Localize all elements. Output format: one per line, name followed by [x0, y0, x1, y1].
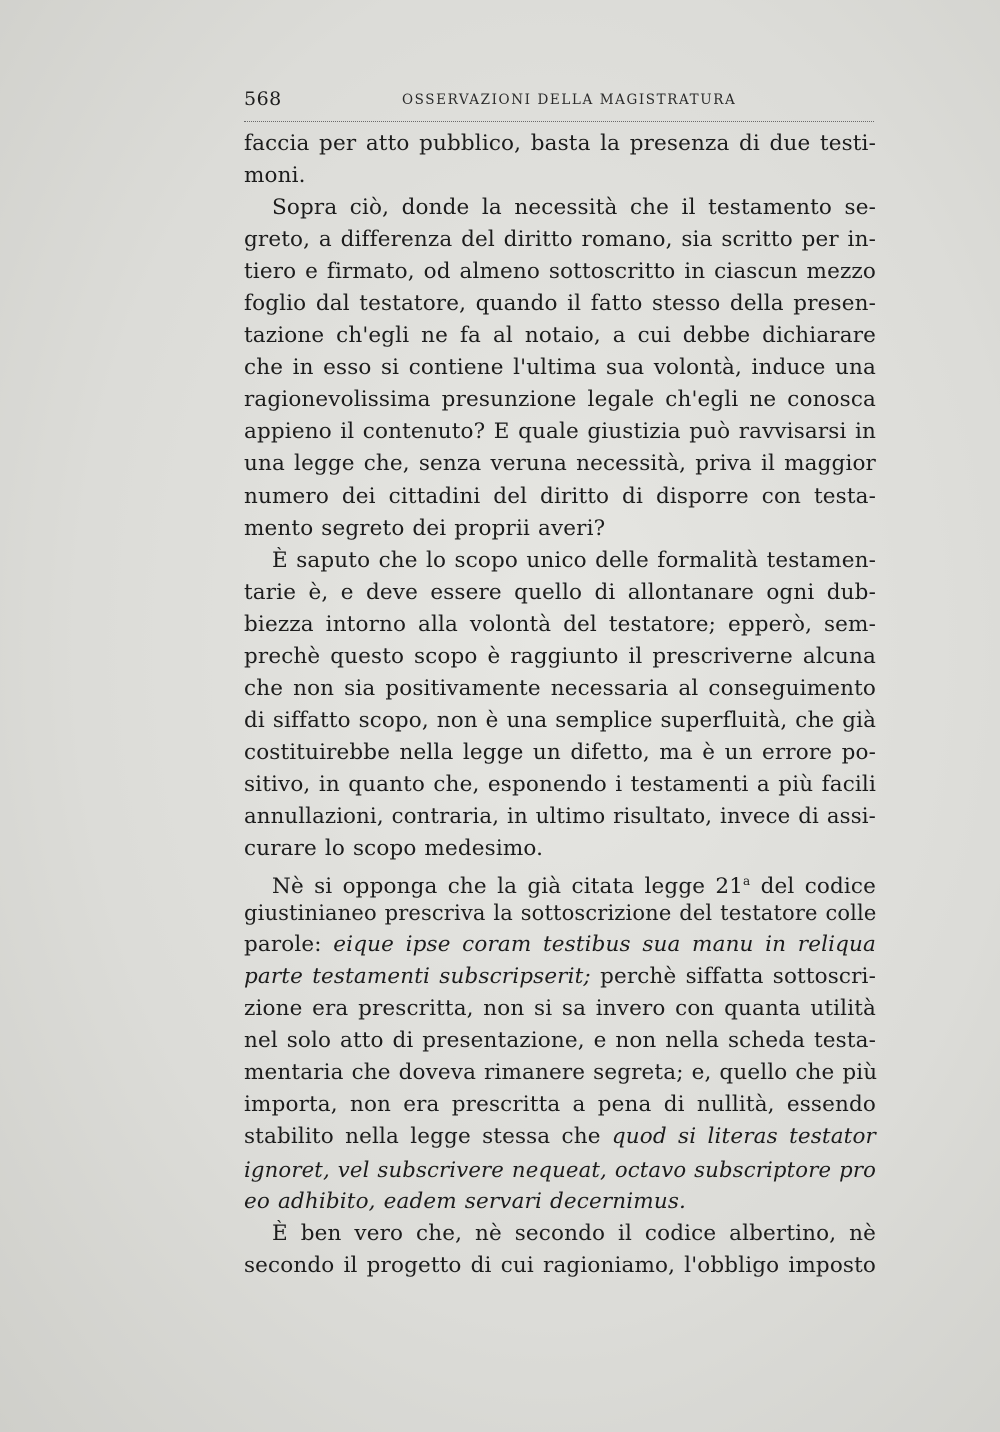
- text-line: moni.: [244, 163, 306, 189]
- line-segment: perchè siffatta sottoscri-: [590, 964, 876, 990]
- text-line: importa, non era prescritta a pena di nullità, essendo: [244, 1092, 876, 1118]
- page-number: 568: [244, 88, 282, 110]
- paragraph-start: [244, 865, 876, 900]
- text-line: mento segreto dei proprii averi?: [244, 515, 606, 541]
- text-line: secondo il progetto di cui ragioniamo, l'obbligo imposto: [244, 1252, 876, 1278]
- superscript: a: [743, 874, 751, 889]
- text-line: una legge che, senza veruna necessità, priva il maggior: [244, 451, 876, 477]
- latin-quotation: eique ipse coram testibus sua manu in reliqua: [333, 932, 876, 958]
- text-line: appieno il contenuto? E quale giustizia può ravvisarsi in: [244, 419, 876, 445]
- page-header: [244, 88, 874, 118]
- running-head: OSSERVAZIONI DELLA MAGISTRATURA: [402, 92, 737, 108]
- text-line: tazione ch'egli ne fa al notaio, a cui debbe dichiarare: [244, 323, 876, 349]
- line-segment: del codice: [750, 874, 876, 900]
- latin-quotation-line: eo adhibito, eadem servari decernimus.: [244, 1188, 686, 1214]
- text-line: faccia per atto pubblico, basta la presenza di due testi-: [244, 131, 876, 156]
- text-line: [244, 961, 876, 993]
- text-line: che in esso si contiene l'ultima sua volontà, induce una: [244, 355, 876, 381]
- text-line: curare lo scopo medesimo.: [244, 836, 544, 862]
- latin-quotation-line: ignoret, vel subscrivere nequeat, octavo subscriptore pro: [244, 1156, 876, 1182]
- text-line: annullazioni, contraria, in ultimo risultato, invece di assi-: [244, 803, 876, 829]
- paragraph-start: È ben vero che, nè secondo il codice albertino, nè: [272, 1220, 876, 1246]
- paragraph-start: È saputo che lo scopo unico delle formalità testamen-: [272, 547, 876, 573]
- text-line: costituirebbe nella legge un difetto, ma è un errore po-: [244, 739, 876, 765]
- text-line: [244, 1121, 876, 1153]
- text-line: numero dei cittadini del diritto di disporre con testa-: [244, 483, 876, 509]
- line-segment: parole:: [244, 932, 334, 958]
- latin-quotation: parte testamenti subscripserit;: [244, 964, 591, 990]
- latin-quotation: quod si literas testator: [611, 1124, 876, 1150]
- text-line: [244, 929, 876, 961]
- text-line: tiero e firmato, od almeno sottoscritto in ciascun mezzo: [244, 259, 876, 285]
- text-line: foglio dal testatore, quando il fatto stesso della presen-: [244, 291, 876, 317]
- text-line: di siffatto scopo, non è una semplice superfluità, che già: [244, 707, 876, 733]
- text-line: biezza intorno alla volontà del testatore; epperò, sem-: [244, 611, 876, 637]
- text-line: mentaria che doveva rimanere segreta; e, quello che più: [244, 1060, 878, 1086]
- text-line: prechè questo scopo è raggiunto il prescriverne alcuna: [244, 643, 876, 669]
- text-line: nel solo atto di presentazione, e non nella scheda testa-: [244, 1028, 876, 1054]
- paragraph-start: Sopra ciò, donde la necessità che il testamento se-: [272, 195, 876, 221]
- line-segment: stabilito nella legge stessa che: [244, 1124, 612, 1150]
- text-line: che non sia positivamente necessaria al conseguimento: [244, 675, 876, 701]
- header-rule: [244, 121, 874, 122]
- line-segment: Nè si opponga che la già citata legge 21: [272, 874, 744, 900]
- text-line: greto, a differenza del diritto romano, sia scritto per in-: [244, 227, 876, 253]
- text-line: tarie è, e deve essere quello di allontanare ogni dub-: [244, 579, 876, 605]
- body-text: [244, 128, 876, 1282]
- text-line: zione era prescritta, non si sa invero con quanta utilità: [244, 996, 876, 1022]
- text-line: giustinianeo prescriva la sottoscrizione del testatore colle: [244, 901, 877, 926]
- text-line: ragionevolissima presunzione legale ch'egli ne conosca: [244, 387, 876, 413]
- text-line: sitivo, in quanto che, esponendo i testamenti a più facili: [244, 771, 876, 797]
